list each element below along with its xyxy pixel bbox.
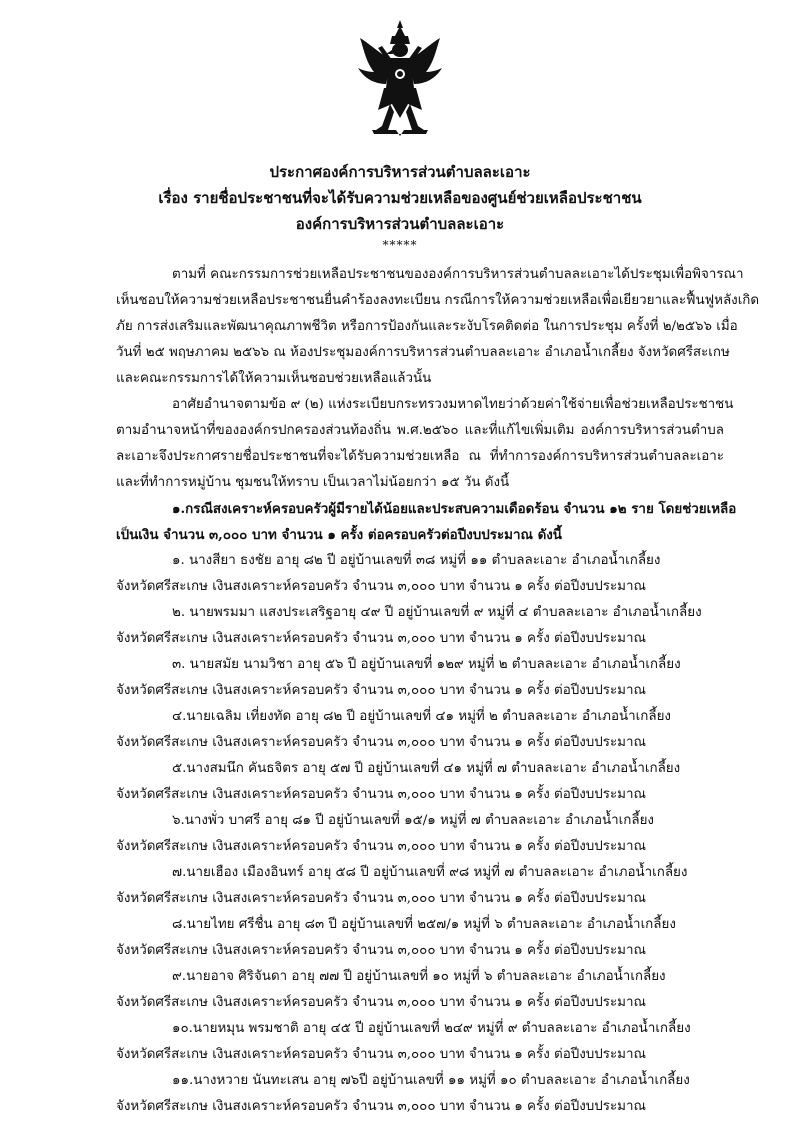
list-item — [116, 964, 730, 1016]
item-line: จังหวัดศรีสะเกษ เงินสงเคราะห์ครอบครัว จำนวน ๓,๐๐๐ บาท จำนวน ๑ ครั้ง ต่อปีงบประมาณ — [116, 735, 646, 750]
item-line: จังหวัดศรีสะเกษ เงินสงเคราะห์ครอบครัว จำนวน ๓,๐๐๐ บาท จำนวน ๑ ครั้ง ต่อปีงบประมาณ — [116, 631, 646, 646]
list-item — [116, 600, 730, 652]
item-line: จังหวัดศรีสะเกษ เงินสงเคราะห์ครอบครัว จำนวน ๓,๐๐๐ บาท จำนวน ๑ ครั้ง ต่อปีงบประมาณ — [116, 1099, 646, 1114]
list-item — [116, 704, 730, 756]
item-line: ๖.นางพั่ว บาศรี อายุ ๘๑ ปี อยู่บ้านเลขที่ ๑๕/๑ หมู่ที่ ๗ ตำบลละเอาะ อำเภอน้ำเกลี้ยง — [172, 813, 654, 828]
intro-line: และคณะกรรมการได้ให้ความเห็นชอบช่วยเหลือแล้วนั้น — [116, 371, 432, 386]
section-line: เป็นเงิน จำนวน ๓,๐๐๐ บาท จำนวน ๑ ครั้ง ต่อครอบครัวต่อปีงบประมาณ ดังนี้ — [116, 527, 562, 543]
item-line: จังหวัดศรีสะเกษ เงินสงเคราะห์ครอบครัว จำนวน ๓,๐๐๐ บาท จำนวน ๑ ครั้ง ต่อปีงบประมาณ — [116, 1047, 646, 1062]
list-item — [116, 652, 730, 704]
list-item — [116, 860, 730, 912]
item-line: ๓. นายสมัย นามวิชา อายุ ๕๖ ปี อยู่บ้านเลขที่ ๑๒๙ หมู่ที่ ๒ ตำบลละเอาะ อำเภอน้ำเกลี้ยง — [172, 657, 681, 672]
organization-name: องค์การบริหารส่วนตำบลละเอาะ — [295, 215, 505, 233]
item-line: จังหวัดศรีสะเกษ เงินสงเคราะห์ครอบครัว จำนวน ๓,๐๐๐ บาท จำนวน ๑ ครั้ง ต่อปีงบประมาณ — [116, 891, 646, 906]
item-line: ๗.นายเฮือง เมืองอินทร์ อายุ ๕๘ ปี อยู่บ้านเลขที่ ๙๘ หมู่ที่ ๗ ตำบลละเอาะ อำเภอน้ำเกลี้ยง — [172, 865, 688, 880]
item-line: ๒. นายพรมมา แสงประเสริฐอายุ ๔๙ ปี อยู่บ้านเลขที่ ๙ หมู่ที่ ๔ ตำบลละเอาะ อำเภอน้ำเกลี้ยง — [172, 605, 702, 620]
item-line: จังหวัดศรีสะเกษ เงินสงเคราะห์ครอบครัว จำนวน ๓,๐๐๐ บาท จำนวน ๑ ครั้ง ต่อปีงบประมาณ — [116, 839, 646, 854]
announcement-title: ประกาศองค์การบริหารส่วนตำบลละเอาะ — [269, 163, 531, 181]
intro-line: วันที่ ๒๕ พฤษภาคม ๒๕๖๖ ณ ห้องประชุมองค์การบริหารส่วนตำบลละเอาะ อำเภอน้ำเกลี้ยง จังหวัดศรีสะเกษ — [116, 345, 730, 360]
intro-line: เห็นชอบให้ความช่วยเหลือประชาชนยื่นคำร้องลงทะเบียน กรณีการให้ความช่วยเหลือเพื่อเยียวยาและฟื้นฟูหลังเกิด — [116, 293, 760, 308]
item-line: ๑. นางสียา ธงชัย อายุ ๘๒ ปี อยู่บ้านเลขที่ ๓๘ หมู่ที่ ๑๑ ตำบลละเอาะ อำเภอน้ำเกลี้ยง — [172, 553, 661, 568]
list-item — [116, 808, 730, 860]
authority-line: และที่ทำการหมู่บ้าน ชุมชนให้ทราบ เป็นเวลาไม่น้อยกว่า ๑๕ วัน ดังนี้ — [116, 475, 510, 490]
item-line: จังหวัดศรีสะเกษ เงินสงเคราะห์ครอบครัว จำนวน ๓,๐๐๐ บาท จำนวน ๑ ครั้ง ต่อปีงบประมาณ — [116, 943, 646, 958]
item-line: จังหวัดศรีสะเกษ เงินสงเคราะห์ครอบครัว จำนวน ๓,๐๐๐ บาท จำนวน ๑ ครั้ง ต่อปีงบประมาณ — [116, 579, 646, 594]
authority-line: อาศัยอำนาจตามข้อ ๙ (๒) แห่งระเบียบกระทรวงมหาดไทยว่าด้วยค่าใช้จ่ายเพื่อช่วยเหลือประชาชน — [172, 397, 734, 412]
item-line: ๘.นายไทย ศรีชื่น อายุ ๘๓ ปี อยู่บ้านเลขที่ ๒๕๗/๑ หมู่ที่ ๖ ตำบลละเอาะ อำเภอน้ำเกลี้ยง — [172, 917, 676, 932]
separator: ***** — [382, 238, 418, 252]
authority-line: ตามอำนาจหน้าที่ขององค์กรปกครองส่วนท้องถิ่น พ.ศ.๒๕๖๐ และที่แก้ไขเพิ่มเติม องค์การบริหารส่วนตำบล — [116, 423, 724, 438]
item-line: ๑๐.นายหมุน พรมชาติ อายุ ๔๕ ปี อยู่บ้านเลขที่ ๒๔๙ หมู่ที่ ๙ ตำบลละเอาะ อำเภอน้ำเกลี้ยง — [172, 1021, 691, 1036]
garuda-emblem-icon — [352, 18, 448, 138]
item-line: ๕.นางสมนึก คันธจิตร อายุ ๕๗ ปี อยู่บ้านเลขที่ ๔๑ หมู่ที่ ๗ ตำบลละเอาะ อำเภอน้ำเกลี้ยง — [172, 761, 681, 776]
intro-line: ตามที่ คณะกรรมการช่วยเหลือประชาชนขององค์การบริหารส่วนตำบลละเอาะได้ประชุมเพื่อพิจารณา — [172, 267, 744, 282]
list-item — [116, 548, 730, 600]
list-item — [116, 912, 730, 964]
intro-line: ภัย การส่งเสริมและพัฒนาคุณภาพชีวิต หรือการป้องกันและระงับโรคติดต่อ ในการประชุม ครั้งที่ ๒/๒๕๖๖ เมื่อ — [116, 319, 738, 334]
section-line: ๑.กรณีสงเคราะห์ครอบครัวผู้มีรายได้น้อยและประสบความเดือดร้อน จำนวน ๑๒ ราย โดยช่วยเหลือ — [172, 501, 737, 517]
list-item — [116, 1016, 730, 1068]
item-line: จังหวัดศรีสะเกษ เงินสงเคราะห์ครอบครัว จำนวน ๓,๐๐๐ บาท จำนวน ๑ ครั้ง ต่อปีงบประมาณ — [116, 787, 646, 802]
authority-line: ละเอาะจึงประกาศรายชื่อประชาชนที่จะได้รับความช่วยเหลือ ณ ที่ทำการองค์การบริหารส่วนตำบลละเอาะ — [116, 449, 724, 464]
item-line: จังหวัดศรีสะเกษ เงินสงเคราะห์ครอบครัว จำนวน ๓,๐๐๐ บาท จำนวน ๑ ครั้ง ต่อปีงบประมาณ — [116, 683, 646, 698]
section-heading — [116, 496, 737, 548]
list-item — [116, 756, 730, 808]
item-line: จังหวัดศรีสะเกษ เงินสงเคราะห์ครอบครัว จำนวน ๓,๐๐๐ บาท จำนวน ๑ ครั้ง ต่อปีงบประมาณ — [116, 995, 646, 1010]
item-line: ๔.นายเฉลิม เที่ยงทัด อายุ ๘๒ ปี อยู่บ้านเลขที่ ๔๑ หมู่ที่ ๒ ตำบลละเอาะ อำเภอน้ำเกลี้ยง — [172, 709, 671, 724]
announcement-subject: เรื่อง รายชื่อประชาชนที่จะได้รับความช่วยเหลือของศูนย์ช่วยเหลือประชาชน — [158, 189, 642, 207]
authority-paragraph — [116, 392, 734, 496]
intro-paragraph — [116, 262, 760, 392]
item-line: ๑๑.นางหวาย นันทะเสน อายุ ๗๖ปี อยู่บ้านเลขที่ ๑๑ หมู่ที่ ๑๐ ตำบลละเอาะ อำเภอน้ำเกลี้ยง — [172, 1073, 690, 1088]
item-line: ๙.นายอาจ ศิริจันดา อายุ ๗๗ ปี อยู่บ้านเลขที่ ๑๐ หมู่ที่ ๖ ตำบลละเอาะ อำเภอน้ำเกลี้ยง — [172, 969, 666, 984]
list-item — [116, 1068, 730, 1120]
